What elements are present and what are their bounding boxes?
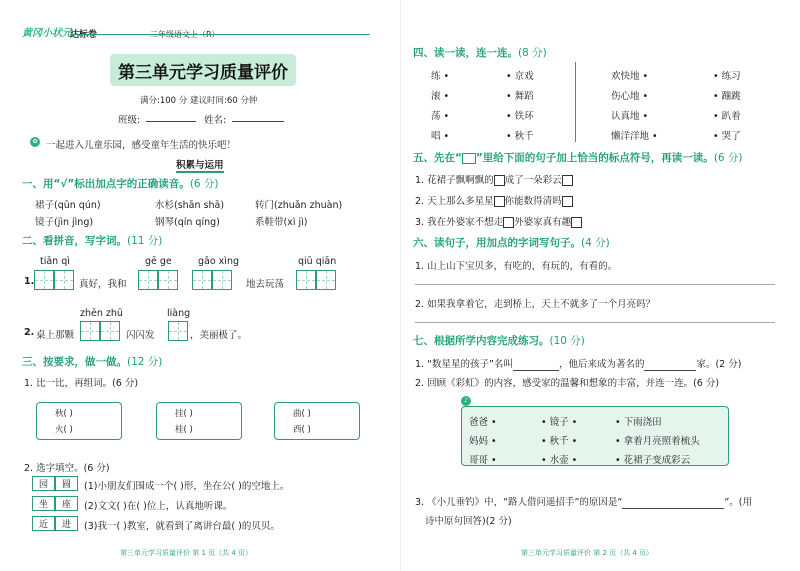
q6-sentence: 2. 如果我拿着它，走到桥上，天上不就多了一个月亮吗？ bbox=[415, 299, 656, 310]
page-footer: 第三单元学习质量评价 第 2 页（共 4 页） bbox=[521, 549, 654, 557]
compare-card bbox=[36, 402, 122, 440]
match-right[interactable]: • 舞蹈 bbox=[506, 91, 534, 102]
word-box: 坐 bbox=[32, 496, 55, 511]
class-field[interactable] bbox=[146, 121, 196, 122]
q3-title: 三、按要求，做一做。(12 分) bbox=[22, 356, 163, 368]
q5-title: 五、先在“ ”里给下面的句子加上恰当的标点符号，再读一读。(6 分) bbox=[413, 152, 743, 164]
q2-num: 2. bbox=[24, 327, 35, 338]
tianzi-group[interactable] bbox=[34, 270, 74, 290]
q7-s3-cont: 诗中原句回答)(2 分) bbox=[425, 516, 512, 527]
q3-sub: 2. 选字填空。(6 分) bbox=[24, 463, 110, 474]
match-right[interactable]: • 铁环 bbox=[506, 111, 534, 122]
match-left[interactable]: 唱 • bbox=[431, 131, 450, 142]
punct-box[interactable] bbox=[494, 175, 505, 186]
fill-sentence[interactable]: (3)我一( )教室，就看到了离讲台最( )的贝贝。 bbox=[84, 521, 280, 532]
rainbow-icon: ♪ bbox=[461, 394, 471, 406]
answer-line[interactable] bbox=[415, 322, 775, 323]
answer-line[interactable] bbox=[415, 284, 775, 285]
tianzi-group[interactable] bbox=[168, 321, 188, 341]
card-row[interactable]: 桂( ) bbox=[175, 425, 193, 435]
punct-sentence: 2. 天上那么多星星 你能数得清吗 bbox=[415, 193, 573, 207]
compare-card bbox=[274, 402, 360, 440]
punct-sentence: 3. 我在外婆家不想走 外婆家真有趣 bbox=[415, 214, 582, 228]
punct-box[interactable] bbox=[562, 196, 573, 207]
q7-s3: 3. 《小儿垂钓》中，“路人借问遥招手”的原因是“ ”。(用 bbox=[415, 497, 752, 508]
q2-text: 桌上那颗 bbox=[36, 330, 75, 341]
match-left[interactable]: 伤心地 • bbox=[611, 91, 649, 102]
match-mid[interactable]: • 镜子 • bbox=[541, 417, 578, 428]
paper-type: 达标卷 bbox=[70, 30, 98, 40]
q7-title: 七、根据所学内容完成练习。(10 分) bbox=[413, 335, 585, 347]
q2-text: 闪闪发 bbox=[126, 330, 155, 341]
q2-text: 地去玩荡 bbox=[246, 279, 285, 290]
card-row[interactable]: 火( ) bbox=[55, 425, 73, 435]
tianzi-group[interactable] bbox=[192, 270, 232, 290]
q1-title: 一、用“√”标出加点字的正确读音。(6 分) bbox=[22, 178, 219, 190]
match-left[interactable]: 滚 • bbox=[431, 91, 450, 102]
word-box: 园 bbox=[32, 476, 55, 491]
match-left[interactable]: 荡 • bbox=[431, 111, 450, 122]
pinyin: gē ge bbox=[145, 256, 172, 267]
q6-title: 六、读句子，用加点的字词写句子。(4 分) bbox=[413, 237, 610, 249]
q1-item[interactable]: 系鞋带(xì jì) bbox=[255, 217, 308, 228]
match-left[interactable]: 练 • bbox=[431, 71, 450, 82]
word-box: 座 bbox=[55, 496, 78, 511]
match-left[interactable]: 懒洋洋地 • bbox=[611, 131, 658, 142]
match-right[interactable]: • 蹦跳 bbox=[713, 91, 741, 102]
match-right[interactable]: • 秋千 bbox=[506, 131, 534, 142]
blank[interactable] bbox=[644, 359, 696, 371]
compare-card bbox=[156, 402, 242, 440]
class-label: 班级: bbox=[118, 115, 141, 126]
match-right[interactable]: • 下雨浇田 bbox=[615, 417, 662, 428]
word-box: 近 bbox=[32, 516, 55, 531]
match-right[interactable]: • 拿着月亮照着梳头 bbox=[615, 436, 700, 447]
pinyin: liàng bbox=[167, 308, 191, 319]
match-right[interactable]: • 京戏 bbox=[506, 71, 534, 82]
match-right[interactable]: • 练习 bbox=[713, 71, 741, 82]
q4-title: 四、读一读，连一连。(8 分) bbox=[413, 47, 547, 59]
match-left[interactable]: 哥哥 • bbox=[469, 455, 497, 466]
q2-title: 二、看拼音，写字词。(11 分) bbox=[22, 235, 163, 247]
punct-box[interactable] bbox=[494, 196, 505, 207]
q1-item[interactable]: 裙子(qūn qún) bbox=[35, 200, 101, 211]
column-divider bbox=[575, 62, 576, 142]
word-pair bbox=[32, 476, 78, 491]
pinyin: tiān qì bbox=[40, 256, 70, 267]
match-right[interactable]: • 趴着 bbox=[713, 111, 741, 122]
right-page bbox=[400, 0, 800, 571]
blank[interactable] bbox=[513, 359, 559, 371]
q1-item[interactable]: 镜子(jìn jìng) bbox=[35, 217, 94, 228]
name-field[interactable] bbox=[232, 121, 284, 122]
pinyin: qiū qiān bbox=[298, 256, 337, 267]
tianzi-group[interactable] bbox=[138, 270, 178, 290]
match-left[interactable]: 认真地 • bbox=[611, 111, 649, 122]
pinyin: zhēn zhū bbox=[80, 308, 123, 319]
blank[interactable] bbox=[622, 497, 724, 509]
card-row[interactable]: 曲( ) bbox=[293, 409, 311, 419]
intro-text: 一起进入儿童乐园，感受童年生活的快乐吧！ bbox=[46, 140, 237, 151]
match-left[interactable]: 爸爸 • bbox=[469, 417, 497, 428]
q7-s2: 2. 回顾《彩虹》的内容，感受家的温馨和想象的丰富，并连一连。(6 分) bbox=[415, 378, 720, 389]
pinyin: gāo xìng bbox=[198, 256, 239, 267]
fill-sentence[interactable]: (2)文文( )在( )位上，认真地听课。 bbox=[84, 501, 233, 512]
q1-item[interactable]: 钢琴(qín qíng) bbox=[155, 217, 220, 228]
name-label: 姓名: bbox=[204, 115, 227, 126]
exam-meta: 满分:100 分 建议时间:60 分钟 bbox=[140, 96, 258, 106]
tianzi-group[interactable] bbox=[296, 270, 336, 290]
match-left[interactable]: 欢快地 • bbox=[611, 71, 649, 82]
q3-sub: 1. 比一比，再组词。(6 分) bbox=[24, 378, 139, 389]
card-row[interactable]: 挂( ) bbox=[175, 409, 193, 419]
q2-num: 1. bbox=[24, 276, 35, 287]
match-right[interactable]: • 哭了 bbox=[713, 131, 741, 142]
punct-box[interactable] bbox=[562, 175, 573, 186]
punct-box[interactable] bbox=[503, 217, 514, 228]
match-left[interactable]: 妈妈 • bbox=[469, 436, 497, 447]
q2-text: 真好，我和 bbox=[79, 279, 127, 290]
q1-item[interactable]: 转门(zhuǎn zhuàn) bbox=[255, 200, 343, 211]
intro-icon: ✿ bbox=[30, 137, 40, 147]
word-pair bbox=[32, 516, 78, 531]
page-title: 第三单元学习质量评价 bbox=[110, 54, 296, 86]
punct-sentence: 1. 花裙子飘啊飘的 成了一朵彩云 bbox=[415, 172, 573, 186]
section-title: 积累与运用 bbox=[176, 157, 224, 173]
q6-sentence: 1. 山上山下宝贝多，有吃的，有玩的，有看的。 bbox=[415, 261, 618, 272]
tianzi-group[interactable] bbox=[80, 321, 120, 341]
brand-logo: 黄冈小状元 bbox=[22, 28, 72, 39]
fill-sentence[interactable]: (1)小朋友们围成一个( )形，坐在公( )的空地上。 bbox=[84, 481, 290, 492]
match-mid[interactable]: • 秋千 • bbox=[541, 436, 578, 447]
page-footer: 第三单元学习质量评价 第 1 页（共 4 页） bbox=[120, 549, 253, 557]
word-box: 圆 bbox=[55, 476, 78, 491]
card-row[interactable]: 秋( ) bbox=[55, 409, 73, 419]
header-rule bbox=[70, 34, 370, 35]
match-right[interactable]: • 花裙子变成彩云 bbox=[615, 455, 691, 466]
q7-s1: 1. “数星星的孩子”名叫 ，他后来成为著名的 家。(2 分) bbox=[415, 359, 742, 370]
card-row[interactable]: 西( ) bbox=[293, 425, 311, 435]
word-box: 进 bbox=[55, 516, 78, 531]
punct-box[interactable] bbox=[571, 217, 582, 228]
q2-text: ，美丽极了。 bbox=[190, 330, 248, 341]
match-mid[interactable]: • 水壶 • bbox=[541, 455, 578, 466]
grade-label: 二年级语文上（R） bbox=[150, 30, 220, 39]
q1-item[interactable]: 水杉(shān shā) bbox=[155, 200, 225, 211]
word-pair bbox=[32, 496, 78, 511]
